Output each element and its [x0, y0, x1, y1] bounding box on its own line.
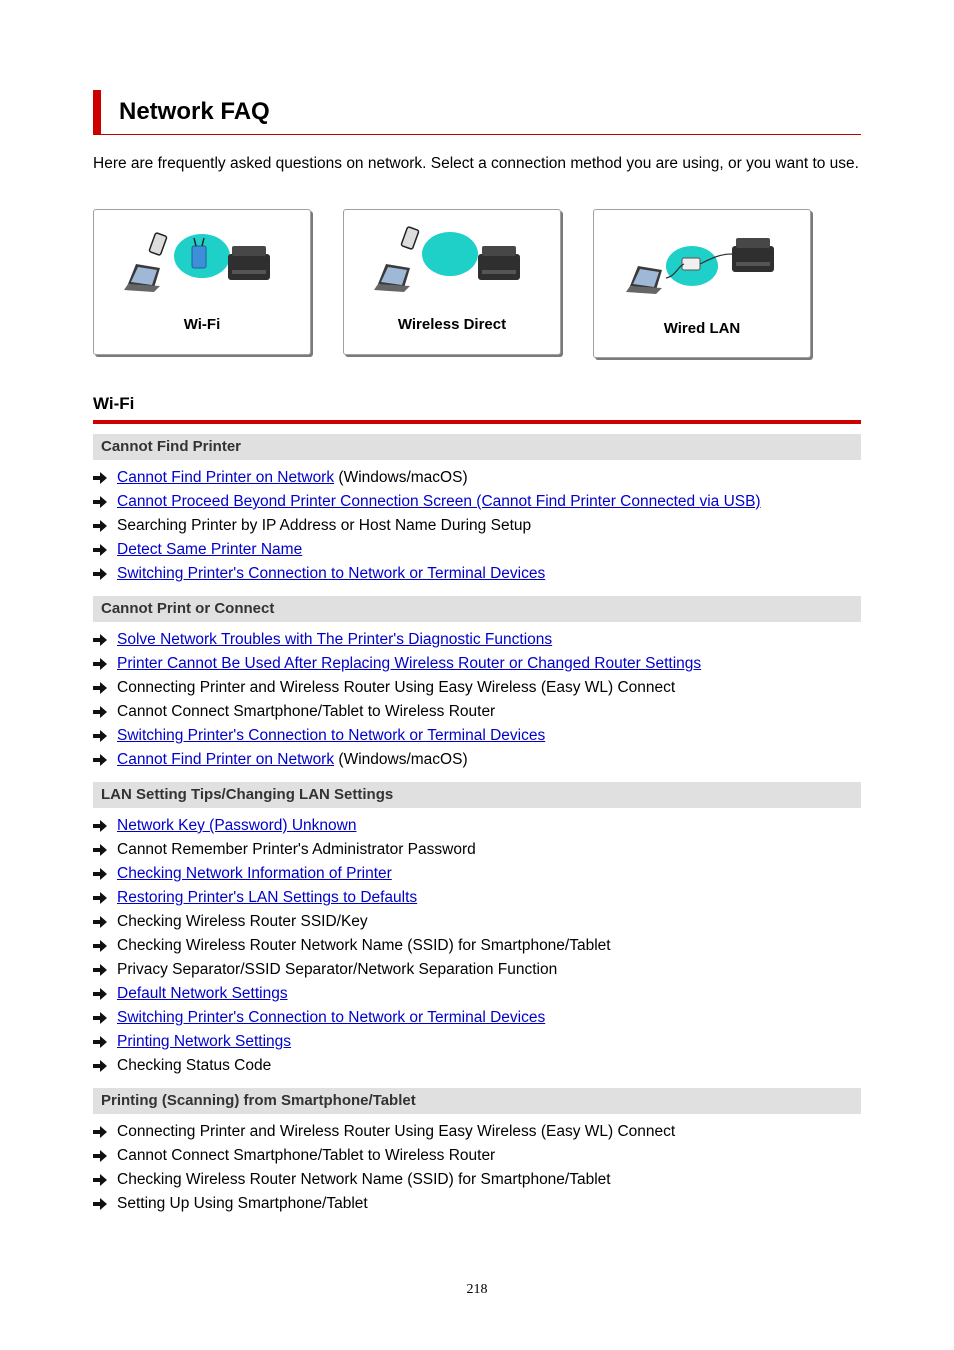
arrow-right-icon [93, 540, 117, 560]
wired-lan-card[interactable] [593, 209, 811, 358]
arrow-right-icon [93, 1008, 117, 1028]
wireless-direct-illustration [370, 220, 534, 310]
arrow-right-icon [93, 840, 117, 860]
section-title-wifi: Wi-Fi [93, 394, 135, 413]
page-number: 218 [466, 1282, 488, 1297]
group-header [93, 782, 861, 808]
faq-link[interactable]: Default Network Settings [117, 985, 288, 1002]
arrow-right-icon [93, 1056, 117, 1076]
faq-link[interactable]: Cannot Find Printer on Network [117, 751, 335, 768]
list-item [93, 1032, 291, 1056]
title-block [93, 90, 861, 135]
list-item [93, 726, 545, 750]
wired-lan-card-label: Wired LAN [663, 320, 741, 337]
arrow-right-icon [93, 1122, 117, 1142]
arrow-right-icon [93, 654, 117, 674]
list-item [93, 1146, 495, 1170]
arrow-right-icon [93, 1146, 117, 1166]
faq-text: Setting Up Using Smartphone/Tablet [117, 1195, 368, 1212]
list-item [93, 840, 476, 864]
list-item [93, 912, 368, 936]
arrow-right-icon [93, 816, 117, 836]
group-title: LAN Setting Tips/Changing LAN Settings [101, 786, 394, 803]
list-item [93, 936, 611, 960]
list-item [93, 540, 302, 564]
list-item [93, 516, 531, 540]
group-header [93, 1088, 861, 1114]
arrow-right-icon [93, 678, 117, 698]
arrow-right-icon [93, 564, 117, 584]
arrow-right-icon [93, 630, 117, 650]
faq-link[interactable]: Printing Network Settings [117, 1033, 292, 1050]
faq-link[interactable]: Cannot Proceed Beyond Printer Connection Screen (Cannot Find Printer Connected via USB) [117, 493, 761, 510]
list-item [93, 468, 468, 492]
group-title: Cannot Find Printer [101, 438, 241, 455]
wired-lan-illustration [620, 220, 784, 310]
section-divider [93, 420, 861, 424]
faq-text: Checking Status Code [117, 1057, 272, 1074]
list-item [93, 564, 545, 588]
faq-link[interactable]: Switching Printer's Connection to Network or Terminal Devices [117, 727, 546, 744]
list-item [93, 1008, 545, 1032]
list-item [93, 654, 701, 678]
list-item [93, 960, 557, 984]
list-item [93, 702, 495, 726]
group-title: Printing (Scanning) from Smartphone/Tablet [101, 1092, 416, 1109]
faq-text: Cannot Remember Printer's Administrator Password [117, 841, 476, 858]
faq-text: Cannot Connect Smartphone/Tablet to Wireless Router [117, 703, 496, 720]
arrow-right-icon [93, 750, 117, 770]
faq-link[interactable]: Restoring Printer's LAN Settings to Defaults [117, 889, 418, 906]
arrow-right-icon [93, 1032, 117, 1052]
list-item [93, 816, 356, 840]
group-header [93, 434, 861, 460]
faq-text: Checking Wireless Router Network Name (SSID) for Smartphone/Tablet [117, 1171, 611, 1188]
list-item [93, 678, 675, 702]
link-suffix: (Windows/macOS) [334, 751, 468, 768]
faq-link[interactable]: Solve Network Troubles with The Printer's Diagnostic Functions [117, 631, 553, 648]
list-item [93, 1056, 271, 1080]
group-title: Cannot Print or Connect [101, 600, 275, 617]
wifi-connection-illustration [120, 220, 284, 310]
list-item [93, 1122, 675, 1146]
wifi-card-label: Wi-Fi [183, 316, 221, 333]
page-title: Network FAQ [119, 98, 270, 125]
arrow-right-icon [93, 864, 117, 884]
faq-text: Privacy Separator/SSID Separator/Network Separation Function [117, 961, 558, 978]
faq-link[interactable]: Checking Network Information of Printer [117, 865, 392, 882]
arrow-right-icon [93, 516, 117, 536]
list-item [93, 492, 761, 516]
list-item [93, 1170, 611, 1194]
faq-link[interactable]: Switching Printer's Connection to Network or Terminal Devices [117, 1009, 546, 1026]
intro-paragraph: Here are frequently asked questions on network. Select a connection method you are using, or you want to use. [93, 155, 859, 172]
faq-link[interactable]: Network Key (Password) Unknown [117, 817, 357, 834]
arrow-right-icon [93, 984, 117, 1004]
list-item [93, 630, 552, 654]
list-item [93, 1194, 368, 1218]
faq-text: Checking Wireless Router Network Name (SSID) for Smartphone/Tablet [117, 937, 611, 954]
arrow-right-icon [93, 912, 117, 932]
faq-link[interactable]: Printer Cannot Be Used After Replacing Wireless Router or Changed Router Settings [117, 655, 702, 672]
faq-link[interactable]: Cannot Find Printer on Network [117, 469, 335, 486]
wireless-direct-card[interactable] [343, 209, 561, 355]
list-item [93, 750, 468, 774]
list-item [93, 984, 288, 1008]
arrow-right-icon [93, 936, 117, 956]
arrow-right-icon [93, 492, 117, 512]
list-item [93, 864, 392, 888]
group-header [93, 596, 861, 622]
faq-text: Checking Wireless Router SSID/Key [117, 913, 368, 930]
link-suffix: (Windows/macOS) [334, 469, 468, 486]
title-accent-bar [93, 90, 101, 134]
wifi-card[interactable] [93, 209, 311, 355]
arrow-right-icon [93, 960, 117, 980]
faq-link[interactable]: Switching Printer's Connection to Network or Terminal Devices [117, 565, 546, 582]
arrow-right-icon [93, 888, 117, 908]
arrow-right-icon [93, 1194, 117, 1214]
faq-text: Connecting Printer and Wireless Router Using Easy Wireless (Easy WL) Connect [117, 679, 676, 696]
arrow-right-icon [93, 702, 117, 722]
list-item [93, 888, 417, 912]
faq-text: Searching Printer by IP Address or Host Name During Setup [117, 517, 532, 534]
arrow-right-icon [93, 726, 117, 746]
faq-text: Connecting Printer and Wireless Router Using Easy Wireless (Easy WL) Connect [117, 1123, 676, 1140]
wireless-direct-card-label: Wireless Direct [397, 316, 507, 333]
arrow-right-icon [93, 468, 117, 488]
faq-link[interactable]: Detect Same Printer Name [117, 541, 303, 558]
arrow-right-icon [93, 1170, 117, 1190]
faq-text: Cannot Connect Smartphone/Tablet to Wireless Router [117, 1147, 496, 1164]
